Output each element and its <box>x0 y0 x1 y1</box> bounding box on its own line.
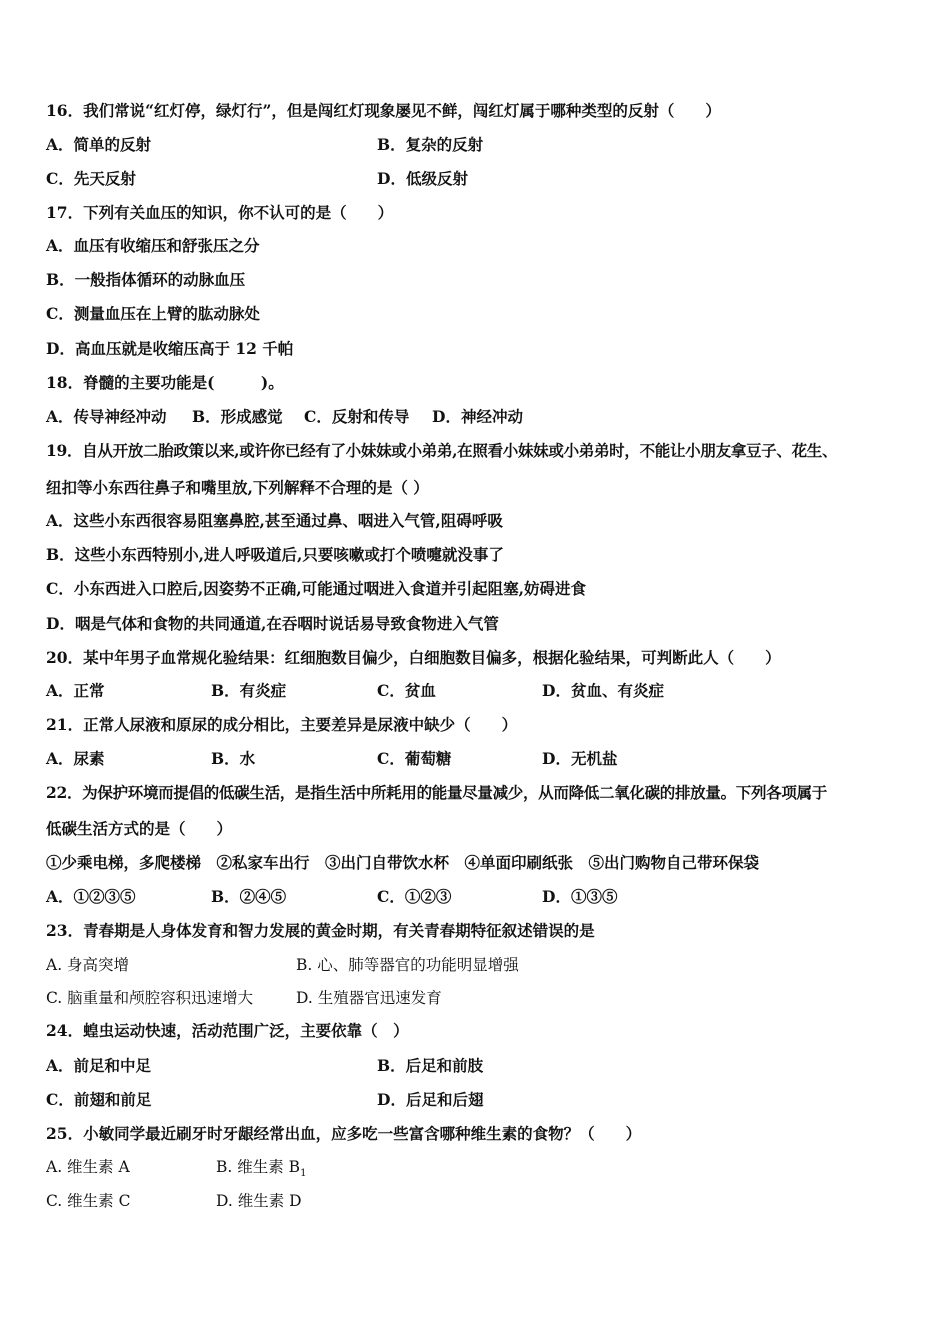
option-a: A．血压有收缩压和舒张压之分 <box>46 236 260 255</box>
question-stem: 19．自从开放二胎政策以来,或许你已经有了小妹妹或小弟弟,在照看小妹妹或小弟弟时，不能让小朋友拿豆子、花生、 <box>46 441 838 460</box>
statement-list: ①少乘电梯，多爬楼梯 ②私家车出行 ③出门自带饮水杯 ④单面印刷纸张 ⑤出门购物自己带环保袋 <box>46 853 760 872</box>
option-a: A. 维生素 A <box>46 1158 130 1176</box>
option-b: B．一般指体循环的动脉血压 <box>46 270 246 289</box>
option-a: A．简单的反射 <box>46 135 152 154</box>
question-stem-continued: 纽扣等小东西往鼻子和嘴里放,下列解释不合理的是（ ） <box>46 478 429 497</box>
option-b: B．后足和前肢 <box>377 1056 484 1075</box>
question-stem: 23．青春期是人身体发育和智力发展的黄金时期，有关青春期特征叙述错误的是 <box>46 921 595 940</box>
option-d: D．①③⑤ <box>542 887 618 906</box>
option-b: B. 心、肺等器官的功能明显增强 <box>296 956 519 974</box>
option-d: D．无机盐 <box>542 749 618 768</box>
option-c: C．前翅和前足 <box>46 1090 152 1109</box>
option-a: A．这些小东西很容易阻塞鼻腔,甚至通过鼻、咽进入气管,阻碍呼吸 <box>46 511 503 530</box>
option-b: B．水 <box>211 749 256 768</box>
option-d: D. 生殖器官迅速发育 <box>296 989 442 1007</box>
question-stem: 21．正常人尿液和原尿的成分相比，主要差异是尿液中缺少（ ） <box>46 715 518 734</box>
option-b: B．形成感觉 <box>192 407 283 426</box>
option-b <box>216 1157 306 1184</box>
option-b: B．②④⑤ <box>211 887 287 906</box>
option-d: D．后足和后翅 <box>377 1090 484 1109</box>
option-b: B．复杂的反射 <box>377 135 484 154</box>
question-stem-continued: 低碳生活方式的是（ ） <box>46 819 233 838</box>
option-b: B．这些小东西特别小,进人呼吸道后,只要咳嗽或打个喷嚏就没事了 <box>46 545 504 564</box>
option-b-text: B. 维生素 B <box>216 1158 301 1176</box>
option-c: C．先天反射 <box>46 169 136 188</box>
question-stem: 18．脊髓的主要功能是( )。 <box>46 373 284 392</box>
question-stem: 20．某中年男子血常规化验结果：红细胞数目偏少，白细胞数目偏多，根据化验结果，可判断此人（ ） <box>46 648 781 667</box>
option-d: D．咽是气体和食物的共同通道,在吞咽时说话易导致食物进入气管 <box>46 614 499 633</box>
option-d: D．贫血、有炎症 <box>542 681 664 700</box>
option-d: D．高血压就是收缩压高于 12 千帕 <box>46 339 294 358</box>
question-stem: 24．蝗虫运动快速，活动范围广泛，主要依靠（ ） <box>46 1021 409 1040</box>
option-a: A．前足和中足 <box>46 1056 152 1075</box>
option-c: C．测量血压在上臂的肱动脉处 <box>46 304 260 323</box>
option-c: C．小东西进入口腔后,因姿势不正确,可能通过咽进入食道并引起阻塞,妨碍进食 <box>46 579 587 598</box>
question-stem: 16．我们常说“红灯停，绿灯行”，但是闯红灯现象屡见不鲜，闯红灯属于哪种类型的反射（ ） <box>46 101 721 120</box>
option-c: C. 维生素 C <box>46 1192 131 1210</box>
option-c: C．贫血 <box>377 681 436 700</box>
option-c: C．反射和传导 <box>304 407 410 426</box>
option-d: D．神经冲动 <box>432 407 523 426</box>
question-stem: 25．小敏同学最近刷牙时牙龈经常出血，应多吃一些富含哪种维生素的食物？（ ） <box>46 1124 642 1143</box>
option-b-subscript: 1 <box>300 1168 307 1180</box>
option-c: C. 脑重量和颅腔容积迅速增大 <box>46 989 254 1007</box>
option-c: C．①②③ <box>377 887 452 906</box>
option-c: C．葡萄糖 <box>377 749 452 768</box>
option-a: A．①②③⑤ <box>46 887 136 906</box>
option-a: A. 身高突增 <box>46 956 130 974</box>
option-a: A．尿素 <box>46 749 105 768</box>
option-d: D．低级反射 <box>377 169 468 188</box>
question-stem: 17．下列有关血压的知识，你不认可的是（ ） <box>46 203 394 222</box>
option-b: B．有炎症 <box>211 681 287 700</box>
question-stem: 22．为保护环境而提倡的低碳生活，是指生活中所耗用的能量尽量减少，从而降低二氧化碳的排放量。下列各项属于 <box>46 783 827 802</box>
option-a: A．正常 <box>46 681 105 700</box>
option-a: A．传导神经冲动 <box>46 407 167 426</box>
option-d: D. 维生素 D <box>216 1192 302 1210</box>
